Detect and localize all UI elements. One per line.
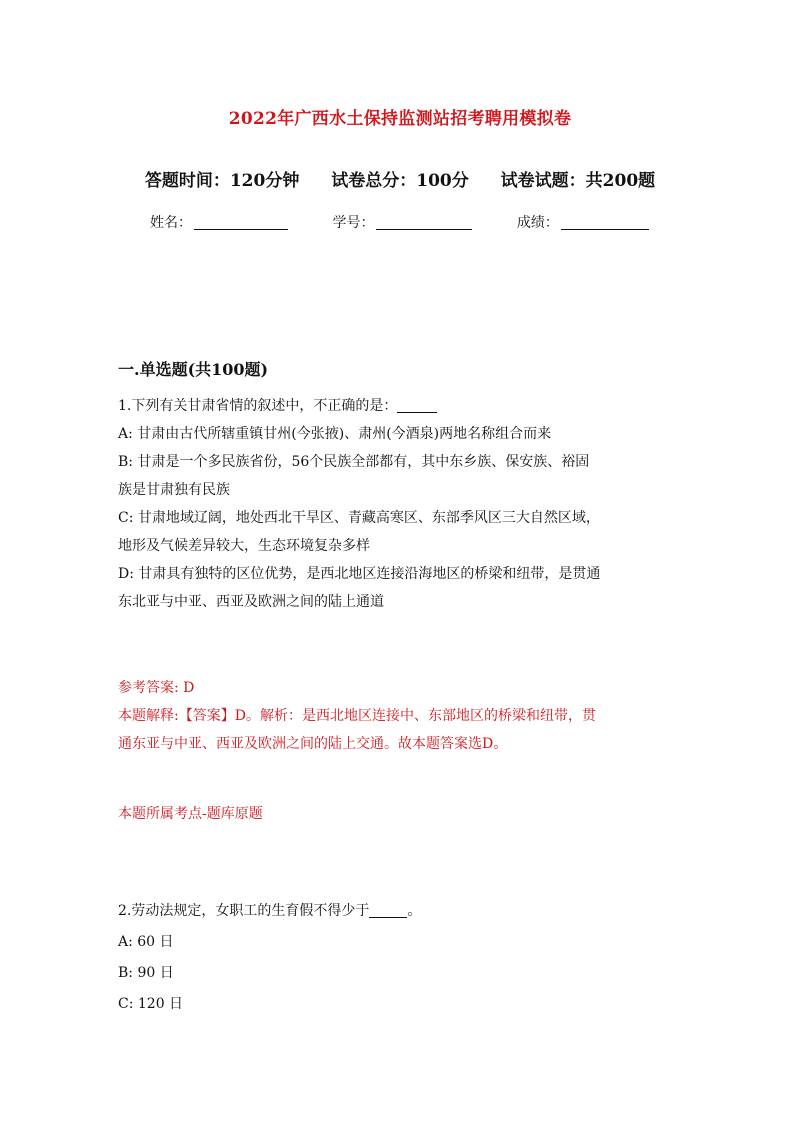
question-stem: 1.下列有关甘肃省情的叙述中，不正确的是：: [118, 392, 688, 420]
exam-total-score: 试卷总分：100分: [331, 171, 469, 191]
exam-title: 2022年广西水土保持监测站招考聘用模拟卷: [228, 109, 572, 129]
option-b-line1: B: 甘肃是一个多民族省份，56个民族全部都有，其中东乡族、保安族、裕固: [118, 454, 590, 470]
option-a: A: 60 日: [118, 934, 174, 950]
option-c-line1: C: 甘肃地域辽阔，地处西北干旱区、青藏高寒区、东部季风区三大自然区域，: [118, 510, 600, 526]
option-c-line2: 地形及气候差异较大，生态环境复杂多样: [118, 538, 370, 554]
explanation-line1: 本题解释:【答案】D。解析：是西北地区连接中、东部地区的桥梁和纽带，贯: [118, 708, 596, 724]
name-blank: [194, 215, 288, 230]
option-c: C: 120 日: [118, 996, 184, 1012]
answer-blank: [397, 398, 437, 413]
question-1: [118, 392, 688, 616]
id-blank: [376, 215, 472, 230]
score-blank: [561, 215, 649, 230]
option-b: B: 90 日: [118, 965, 174, 981]
name-field: [150, 212, 288, 232]
question-2: [118, 896, 688, 1020]
id-label: 学号：: [332, 215, 375, 231]
reference-answer: 参考答案: D: [118, 680, 195, 696]
answer-blank: [369, 903, 407, 918]
exam-time: 答题时间：120分钟: [144, 171, 300, 191]
option-b-line2: 族是甘肃独有民族: [118, 482, 230, 498]
option-d-line2: 东北亚与中亚、西亚及欧洲之间的陆上通道: [118, 594, 384, 610]
explanation-line2: 通东亚与中亚、西亚及欧洲之间的陆上交通。故本题答案选D。: [118, 736, 508, 752]
exam-question-count: 试卷试题：共200题: [500, 171, 656, 191]
option-d-line1: D: 甘肃具有独特的区位优势，是西北地区连接沿海地区的桥梁和纽带，是贯通: [118, 566, 601, 582]
option-a: A: 甘肃由古代所辖重镇甘州(今张掖)、肃州(今酒泉)两地名称组合而来: [118, 426, 552, 442]
answer-block: [118, 674, 688, 758]
score-field: [517, 212, 649, 232]
question-stem: 2.劳动法规定，女职工的生育假不得少于 。: [118, 903, 422, 919]
name-label: 姓名：: [150, 215, 192, 231]
score-label: 成绩：: [516, 215, 559, 231]
exam-meta: [0, 166, 800, 191]
id-field: [332, 212, 472, 232]
question-source: 本题所属考点-题库原题: [118, 806, 263, 822]
section-title: 一.单选题(共100题): [118, 360, 269, 379]
student-info-fields: [150, 212, 689, 232]
